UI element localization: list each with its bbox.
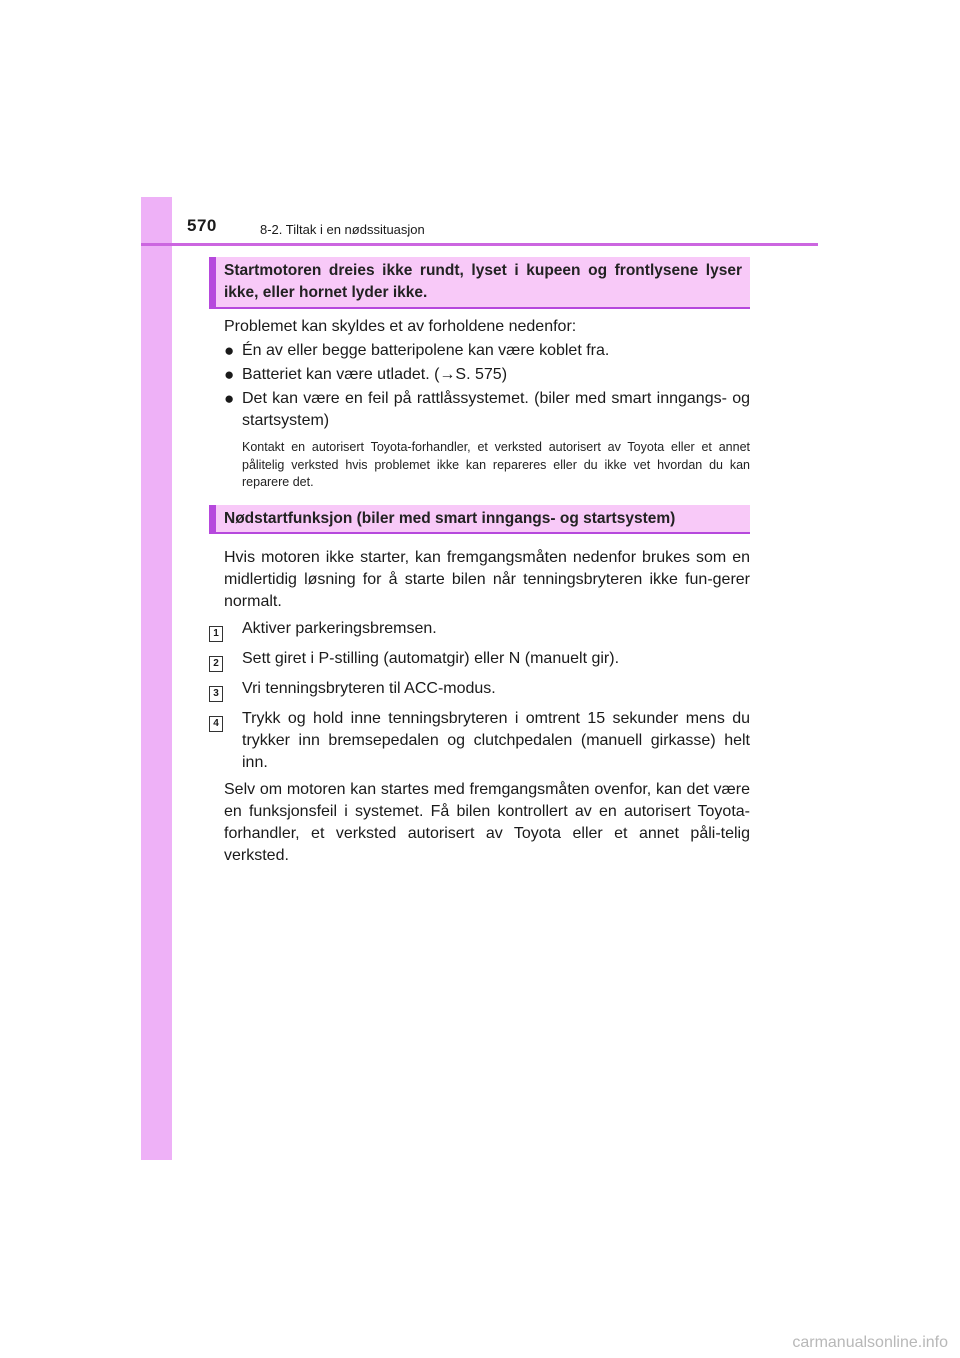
- step-item: 3 Vri tenningsbryteren til ACC-modus.: [209, 678, 750, 703]
- step-number-badge: 1: [209, 626, 223, 642]
- list-item: ● Batteriet kan være utladet. (→S. 575): [224, 365, 508, 384]
- section-intro: Problemet kan skyldes et av forholdene nedenfor:: [224, 318, 577, 335]
- header-rule: [141, 243, 818, 246]
- bullet-icon: ●: [224, 365, 235, 384]
- chapter-side-tab: [141, 197, 172, 1160]
- list-item: ● Én av eller begge batteripolene kan være koblet fra.: [224, 341, 610, 360]
- bullet-icon: ●: [224, 341, 235, 360]
- step-number-badge: 3: [209, 686, 223, 702]
- step-item: 1 Aktiver parkeringsbremsen.: [209, 618, 750, 643]
- step-list: [209, 618, 750, 774]
- section-intro: Hvis motoren ikke starter, kan fremgangsmåten nedenfor brukes som en midlertidig løsning for å starte bilen når tenningsbryteren ikke fun-gerer normalt.: [224, 548, 750, 610]
- step-item: 2 Sett giret i P-stilling (automatgir) eller N (manuelt gir).: [209, 648, 750, 673]
- section-heading-emergency-start: Nødstartfunksjon (biler med smart inngangs- og startsystem): [209, 505, 750, 534]
- closing-paragraph: Selv om motoren kan startes med fremgangsmåten ovenfor, kan det være en funksjonsfeil i systemet. Få bilen kontrollert av en autorisert Toyota-forhandler, et verksted autorisert av Toyota eller et annet påli-telig verksted.: [224, 780, 750, 864]
- step-number-badge: 4: [209, 716, 223, 732]
- list-item: ● Det kan være en feil på rattlåssystemet. (biler med smart inngangs- og startsystem): [209, 388, 750, 432]
- watermark: carmanualsonline.info: [792, 1334, 948, 1351]
- page-number: 570: [187, 216, 217, 235]
- cause-list: [209, 340, 750, 432]
- section-heading-starter: Startmotoren dreies ikke rundt, lyset i kupeen og frontlysene lyser ikke, eller hornet lyder ikke.: [209, 257, 750, 309]
- service-note: Kontakt en autorisert Toyota-forhandler, et verksted autorisert av Toyota eller et annet pålitelig verksted hvis problemet ikke kan repareres eller du ikke vet hvordan du kan reparere det.: [242, 440, 750, 489]
- page-content: [209, 257, 750, 867]
- bullet-icon: ●: [224, 389, 235, 408]
- chapter-title: 8-2. Tiltak i en nødssituasjon: [260, 222, 425, 237]
- step-item: 4 Trykk og hold inne tenningsbryteren i omtrent 15 sekunder mens du trykker inn bremsepedalen og clutchpedalen (manuell girkasse) helt inn.: [209, 708, 750, 774]
- step-number-badge: 2: [209, 656, 223, 672]
